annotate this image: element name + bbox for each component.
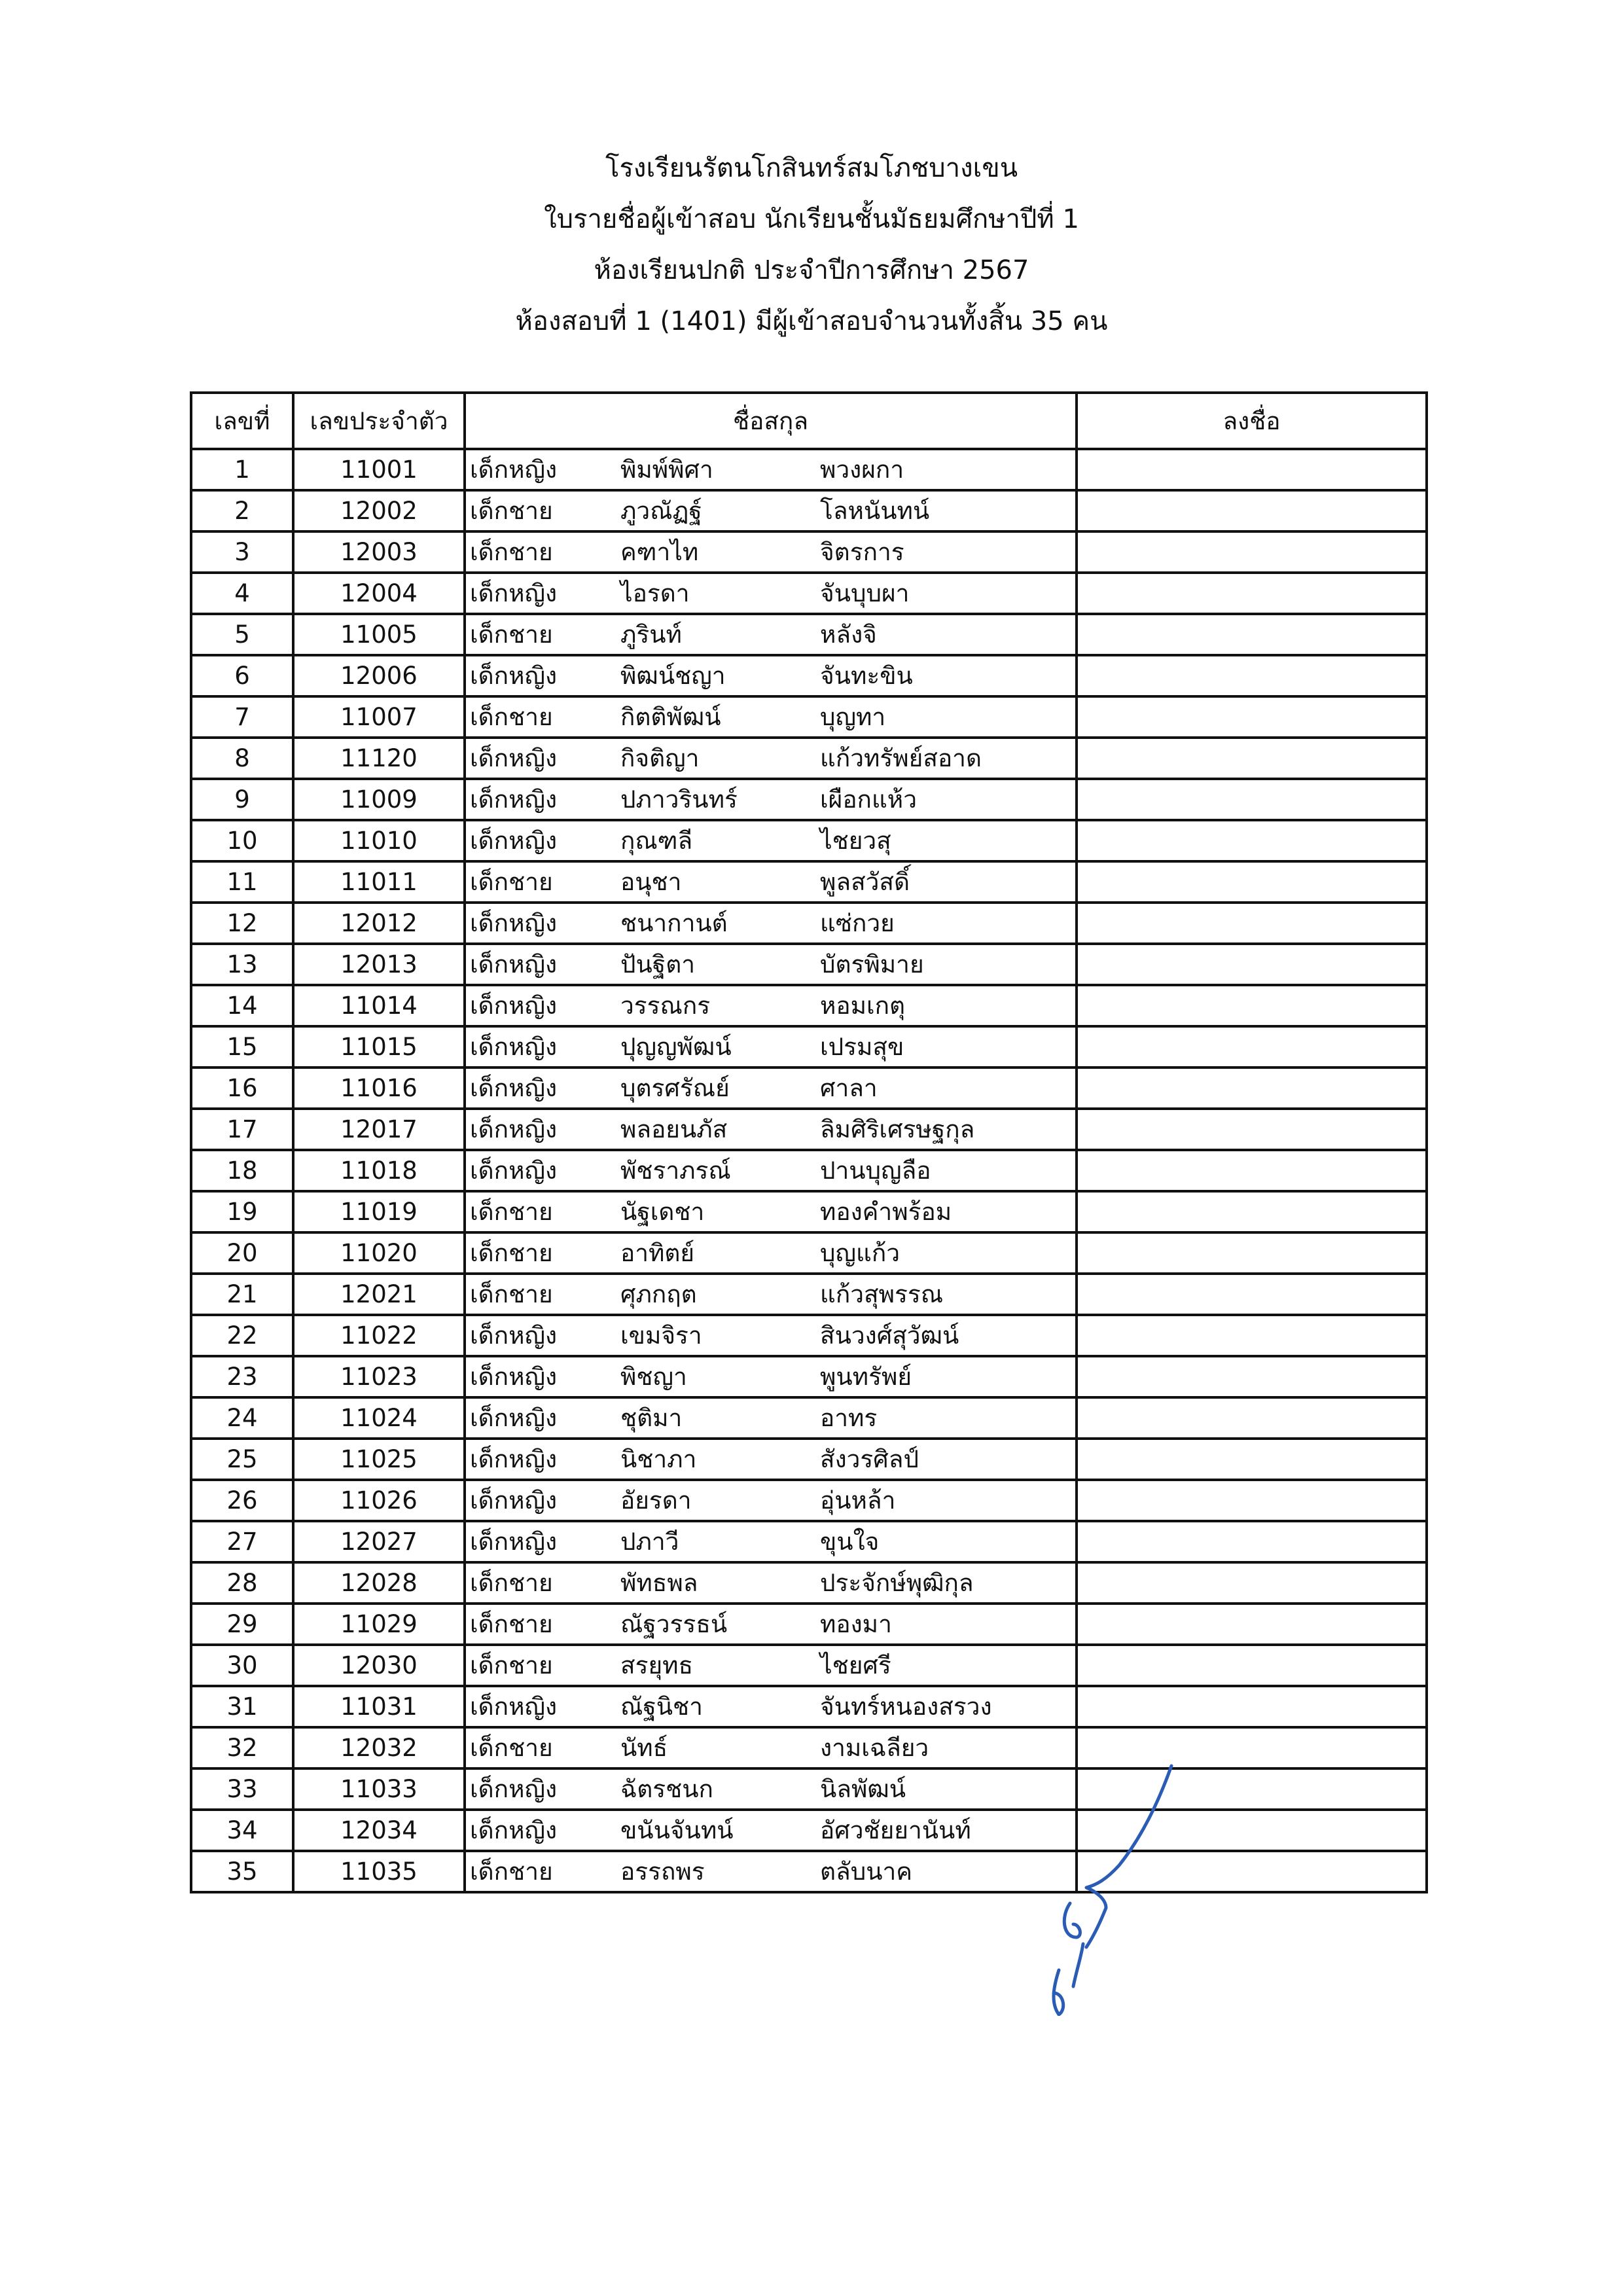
signature-cell[interactable] xyxy=(1077,490,1427,531)
first-name: ปุญญพัฒน์ xyxy=(620,1033,732,1061)
first-name: กิตติพัฒน์ xyxy=(620,703,721,731)
signature-cell[interactable] xyxy=(1077,1232,1427,1274)
student-id: 11022 xyxy=(293,1315,465,1356)
student-id: 12030 xyxy=(293,1645,465,1686)
first-name: นิชาภา xyxy=(620,1445,697,1473)
student-full-name xyxy=(465,1768,1077,1810)
row-number: 35 xyxy=(191,1851,293,1892)
table-row xyxy=(191,1150,1427,1191)
first-name: นัฐเดชา xyxy=(620,1198,705,1226)
last-name: ลิมศิริเศรษฐกุล xyxy=(820,1115,975,1143)
name-prefix: เด็กหญิง xyxy=(470,1445,558,1473)
row-number: 30 xyxy=(191,1645,293,1686)
first-name: พิชญา xyxy=(620,1363,687,1391)
student-full-name xyxy=(465,1274,1077,1315)
row-number: 5 xyxy=(191,614,293,655)
name-prefix: เด็กหญิง xyxy=(470,992,558,1020)
first-name: กุณฑลี xyxy=(620,827,693,855)
row-number: 28 xyxy=(191,1562,293,1604)
column-header-signature: ลงชื่อ xyxy=(1077,393,1427,449)
signature-cell[interactable] xyxy=(1077,1480,1427,1521)
first-name: เขมจิรา xyxy=(620,1321,702,1350)
student-full-name xyxy=(465,449,1077,490)
name-prefix: เด็กชาย xyxy=(470,538,553,566)
table-row xyxy=(191,1274,1427,1315)
last-name: แก้วทรัพย์สอาด xyxy=(820,744,982,772)
first-name: อัยรดา xyxy=(620,1486,692,1515)
last-name: ไชยวสุ xyxy=(820,827,891,855)
row-number: 16 xyxy=(191,1067,293,1109)
student-full-name xyxy=(465,1851,1077,1892)
signature-cell[interactable] xyxy=(1077,985,1427,1026)
name-prefix: เด็กหญิง xyxy=(470,827,558,855)
name-prefix: เด็กหญิง xyxy=(470,662,558,690)
first-name: ปันฐิตา xyxy=(620,950,695,978)
last-name: อุ่นหล้า xyxy=(820,1486,896,1515)
student-id: 11029 xyxy=(293,1604,465,1645)
signature-cell[interactable] xyxy=(1077,738,1427,779)
name-prefix: เด็กหญิง xyxy=(470,744,558,772)
row-number: 34 xyxy=(191,1810,293,1851)
signature-cell[interactable] xyxy=(1077,696,1427,738)
first-name: พัชราภรณ์ xyxy=(620,1157,731,1185)
signature-cell[interactable] xyxy=(1077,1604,1427,1645)
name-prefix: เด็กชาย xyxy=(470,497,553,525)
student-full-name xyxy=(465,1109,1077,1150)
first-name: ฉัตรชนก xyxy=(620,1775,713,1803)
first-name: ปภาวี xyxy=(620,1528,679,1556)
table-row xyxy=(191,1191,1427,1232)
last-name: จิตรการ xyxy=(820,538,904,566)
signature-cell[interactable] xyxy=(1077,1109,1427,1150)
student-id: 11014 xyxy=(293,985,465,1026)
last-name: ศาลา xyxy=(820,1074,878,1102)
table-row xyxy=(191,614,1427,655)
column-header-name: ชื่อสกุล xyxy=(465,393,1077,449)
signature-cell[interactable] xyxy=(1077,1356,1427,1397)
document-header xyxy=(0,143,1623,347)
student-full-name xyxy=(465,820,1077,861)
last-name: แก้วสุพรรณ xyxy=(820,1280,944,1308)
row-number: 21 xyxy=(191,1274,293,1315)
last-name: ตลับนาค xyxy=(820,1857,913,1886)
name-prefix: เด็กหญิง xyxy=(470,1528,558,1556)
student-id: 11005 xyxy=(293,614,465,655)
signature-cell[interactable] xyxy=(1077,944,1427,985)
row-number: 23 xyxy=(191,1356,293,1397)
student-id: 12006 xyxy=(293,655,465,696)
student-full-name xyxy=(465,531,1077,573)
student-full-name xyxy=(465,573,1077,614)
table-row xyxy=(191,1232,1427,1274)
signature-cell[interactable] xyxy=(1077,861,1427,903)
table-row xyxy=(191,1397,1427,1439)
name-prefix: เด็กชาย xyxy=(470,620,553,649)
last-name: บัตรพิมาย xyxy=(820,950,924,978)
last-name: ทองมา xyxy=(820,1610,892,1638)
first-name: กิจติญา xyxy=(620,744,700,772)
signature-cell[interactable] xyxy=(1077,1026,1427,1067)
row-number: 3 xyxy=(191,531,293,573)
last-name: โลหนันทน์ xyxy=(820,497,930,525)
first-name: พิมพ์พิศา xyxy=(620,456,713,484)
last-name: นิลพัฒน์ xyxy=(820,1775,906,1803)
name-prefix: เด็กชาย xyxy=(470,1857,553,1886)
signature-cell[interactable] xyxy=(1077,1645,1427,1686)
row-number: 4 xyxy=(191,573,293,614)
student-full-name xyxy=(465,1810,1077,1851)
table-row xyxy=(191,738,1427,779)
student-id: 12028 xyxy=(293,1562,465,1604)
student-id: 12027 xyxy=(293,1521,465,1562)
last-name: งามเฉลียว xyxy=(820,1734,929,1762)
row-number: 17 xyxy=(191,1109,293,1150)
first-name: ณัฐวรรธน์ xyxy=(620,1610,728,1638)
table-row xyxy=(191,1109,1427,1150)
name-prefix: เด็กหญิง xyxy=(470,456,558,484)
row-number: 14 xyxy=(191,985,293,1026)
student-id: 12021 xyxy=(293,1274,465,1315)
table-row xyxy=(191,903,1427,944)
student-full-name xyxy=(465,1645,1077,1686)
row-number: 22 xyxy=(191,1315,293,1356)
table-row xyxy=(191,1356,1427,1397)
row-number: 19 xyxy=(191,1191,293,1232)
signature-cell[interactable] xyxy=(1077,531,1427,573)
name-prefix: เด็กชาย xyxy=(470,1610,553,1638)
student-full-name xyxy=(465,1315,1077,1356)
table-row xyxy=(191,1645,1427,1686)
student-full-name xyxy=(465,985,1077,1026)
school-name: โรงเรียนรัตนโกสินทร์สมโภชบางเขน xyxy=(605,153,1018,183)
examinee-roster-table xyxy=(190,391,1428,1893)
row-number: 33 xyxy=(191,1768,293,1810)
name-prefix: เด็กชาย xyxy=(470,1734,553,1762)
last-name: บุญแก้ว xyxy=(820,1239,901,1267)
last-name: สินวงศ์สุวัฒน์ xyxy=(820,1321,959,1350)
student-id: 11025 xyxy=(293,1439,465,1480)
table-row xyxy=(191,1067,1427,1109)
student-full-name xyxy=(465,1521,1077,1562)
signature-cell[interactable] xyxy=(1077,655,1427,696)
name-prefix: เด็กหญิง xyxy=(470,1157,558,1185)
name-prefix: เด็กหญิง xyxy=(470,785,558,814)
last-name: อัศวชัยยานันท์ xyxy=(820,1816,971,1844)
row-number: 25 xyxy=(191,1439,293,1480)
last-name: หอมเกตุ xyxy=(820,992,906,1020)
first-name: สรยุทธ xyxy=(620,1651,694,1679)
last-name: ปานบุญลือ xyxy=(820,1157,931,1185)
student-id: 11010 xyxy=(293,820,465,861)
first-name: ศุภกฤต xyxy=(620,1280,697,1308)
student-full-name xyxy=(465,944,1077,985)
student-id: 11019 xyxy=(293,1191,465,1232)
row-number: 20 xyxy=(191,1232,293,1274)
name-prefix: เด็กชาย xyxy=(470,1280,553,1308)
last-name: จันทะขิน xyxy=(820,662,913,690)
student-id: 12013 xyxy=(293,944,465,985)
last-name: เผือกแห้ว xyxy=(820,785,917,814)
signature-cell[interactable] xyxy=(1077,1274,1427,1315)
name-prefix: เด็กหญิง xyxy=(470,1074,558,1102)
first-name: อาทิตย์ xyxy=(620,1239,695,1267)
name-prefix: เด็กชาย xyxy=(470,868,553,896)
name-prefix: เด็กหญิง xyxy=(470,1693,558,1721)
first-name: ไอรดา xyxy=(620,579,690,607)
student-id: 11031 xyxy=(293,1686,465,1727)
student-id: 12034 xyxy=(293,1810,465,1851)
first-name: ภูวณัฏฐ์ xyxy=(620,497,702,525)
student-full-name xyxy=(465,779,1077,820)
row-number: 26 xyxy=(191,1480,293,1521)
first-name: พลอยนภัส xyxy=(620,1115,728,1143)
name-prefix: เด็กหญิง xyxy=(470,1033,558,1061)
first-name: ขนันจันทน์ xyxy=(620,1816,734,1844)
signature-cell[interactable] xyxy=(1077,1397,1427,1439)
document-title: ใบรายชื่อผู้เข้าสอบ นักเรียนชั้นมัธยมศึกษาปีที่ 1 xyxy=(544,204,1079,234)
table-row xyxy=(191,779,1427,820)
student-id: 11024 xyxy=(293,1397,465,1439)
name-prefix: เด็กหญิง xyxy=(470,1404,558,1432)
row-number: 27 xyxy=(191,1521,293,1562)
student-full-name xyxy=(465,1439,1077,1480)
handwritten-signature xyxy=(1047,1728,1296,2016)
signature-stroke xyxy=(1054,1766,1171,2015)
table-body xyxy=(191,449,1427,1892)
student-id: 12003 xyxy=(293,531,465,573)
signature-cell[interactable] xyxy=(1077,1562,1427,1604)
last-name: เปรมสุข xyxy=(820,1033,904,1061)
table-row xyxy=(191,1026,1427,1067)
table-header-row xyxy=(191,393,1427,449)
student-full-name xyxy=(465,1562,1077,1604)
last-name: พวงผกา xyxy=(820,456,904,484)
student-id: 12004 xyxy=(293,573,465,614)
first-name: ชุติมา xyxy=(620,1404,683,1432)
last-name: บุญทา xyxy=(820,703,886,731)
student-id: 11023 xyxy=(293,1356,465,1397)
table-row xyxy=(191,1521,1427,1562)
name-prefix: เด็กหญิง xyxy=(470,1816,558,1844)
student-id: 11007 xyxy=(293,696,465,738)
name-prefix: เด็กชาย xyxy=(470,703,553,731)
signature-cell[interactable] xyxy=(1077,1521,1427,1562)
signature-cell[interactable] xyxy=(1077,1067,1427,1109)
table-row xyxy=(191,985,1427,1026)
student-full-name xyxy=(465,1150,1077,1191)
signature-cell[interactable] xyxy=(1077,820,1427,861)
name-prefix: เด็กหญิง xyxy=(470,1486,558,1515)
first-name: คฑาไท xyxy=(620,538,699,566)
name-prefix: เด็กหญิง xyxy=(470,1115,558,1143)
student-id: 12017 xyxy=(293,1109,465,1150)
last-name: หลังจิ xyxy=(820,620,877,649)
name-prefix: เด็กชาย xyxy=(470,1651,553,1679)
row-number: 9 xyxy=(191,779,293,820)
table-row xyxy=(191,655,1427,696)
student-full-name xyxy=(465,1727,1077,1768)
student-full-name xyxy=(465,738,1077,779)
student-id: 12002 xyxy=(293,490,465,531)
name-prefix: เด็กชาย xyxy=(470,1569,553,1597)
table-row xyxy=(191,861,1427,903)
student-full-name xyxy=(465,1686,1077,1727)
student-id: 12012 xyxy=(293,903,465,944)
table-row xyxy=(191,1480,1427,1521)
row-number: 11 xyxy=(191,861,293,903)
student-full-name xyxy=(465,861,1077,903)
signature-cell[interactable] xyxy=(1077,1150,1427,1191)
student-id: 11018 xyxy=(293,1150,465,1191)
student-full-name xyxy=(465,1356,1077,1397)
row-number: 32 xyxy=(191,1727,293,1768)
student-full-name xyxy=(465,655,1077,696)
row-number: 31 xyxy=(191,1686,293,1727)
table-row xyxy=(191,696,1427,738)
student-full-name xyxy=(465,696,1077,738)
table-row xyxy=(191,573,1427,614)
last-name: สังวรศิลป์ xyxy=(820,1445,919,1473)
table-row xyxy=(191,1315,1427,1356)
first-name: ณัฐนิชา xyxy=(620,1693,703,1721)
signature-cell[interactable] xyxy=(1077,779,1427,820)
name-prefix: เด็กชาย xyxy=(470,1239,553,1267)
first-name: พัทธพล xyxy=(620,1569,698,1597)
student-id: 11009 xyxy=(293,779,465,820)
row-number: 7 xyxy=(191,696,293,738)
last-name: พูลสวัสดิ์ xyxy=(820,868,910,896)
name-prefix: เด็กหญิง xyxy=(470,1321,558,1350)
table-row xyxy=(191,1439,1427,1480)
class-and-year: ห้องเรียนปกติ ประจำปีการศึกษา 2567 xyxy=(594,255,1029,285)
name-prefix: เด็กหญิง xyxy=(470,1363,558,1391)
last-name: ทองคำพร้อม xyxy=(820,1198,952,1226)
table-row xyxy=(191,1686,1427,1727)
signature-cell[interactable] xyxy=(1077,1191,1427,1232)
student-id: 11011 xyxy=(293,861,465,903)
name-prefix: เด็กหญิง xyxy=(470,909,558,937)
table-row xyxy=(191,490,1427,531)
row-number: 10 xyxy=(191,820,293,861)
first-name: อนุชา xyxy=(620,868,682,896)
student-full-name xyxy=(465,1191,1077,1232)
student-id: 11015 xyxy=(293,1026,465,1067)
student-full-name xyxy=(465,1480,1077,1521)
row-number: 6 xyxy=(191,655,293,696)
exam-room-info: ห้องสอบที่ 1 (1401) มีผู้เข้าสอบจำนวนทั้งสิ้น 35 คน xyxy=(515,306,1108,336)
student-full-name xyxy=(465,1067,1077,1109)
first-name: บุตรศรัณย์ xyxy=(620,1074,730,1102)
student-full-name xyxy=(465,614,1077,655)
name-prefix: เด็กหญิง xyxy=(470,579,558,607)
last-name: ประจักษ์พุฒิกุล xyxy=(820,1569,974,1597)
table-row xyxy=(191,820,1427,861)
row-number: 24 xyxy=(191,1397,293,1439)
row-number: 15 xyxy=(191,1026,293,1067)
student-id: 11035 xyxy=(293,1851,465,1892)
last-name: อาทร xyxy=(820,1404,878,1432)
row-number: 1 xyxy=(191,449,293,490)
table-row xyxy=(191,1562,1427,1604)
row-number: 18 xyxy=(191,1150,293,1191)
column-header-student-id: เลขประจำตัว xyxy=(293,393,465,449)
last-name: พูนทรัพย์ xyxy=(820,1363,912,1391)
first-name: พิฒน์ชญา xyxy=(620,662,726,690)
signature-cell[interactable] xyxy=(1077,614,1427,655)
first-name: ภูรินท์ xyxy=(620,620,682,649)
first-name: ชนากานต์ xyxy=(620,909,728,937)
last-name: แซ่กวย xyxy=(820,909,895,937)
student-id: 12032 xyxy=(293,1727,465,1768)
table-row xyxy=(191,531,1427,573)
first-name: วรรณกร xyxy=(620,992,711,1020)
first-name: นัทธ์ xyxy=(620,1734,668,1762)
column-header-number: เลขที่ xyxy=(191,393,293,449)
student-full-name xyxy=(465,1026,1077,1067)
last-name: ขุนใจ xyxy=(820,1528,880,1556)
last-name: ไชยศรี xyxy=(820,1651,891,1679)
student-full-name xyxy=(465,490,1077,531)
signature-cell[interactable] xyxy=(1077,1686,1427,1727)
student-id: 11026 xyxy=(293,1480,465,1521)
row-number: 13 xyxy=(191,944,293,985)
student-full-name xyxy=(465,903,1077,944)
row-number: 29 xyxy=(191,1604,293,1645)
name-prefix: เด็กหญิง xyxy=(470,950,558,978)
last-name: จันบุบผา xyxy=(820,579,910,607)
signature-cell[interactable] xyxy=(1077,903,1427,944)
name-prefix: เด็กชาย xyxy=(470,1198,553,1226)
table-row xyxy=(191,449,1427,490)
student-full-name xyxy=(465,1397,1077,1439)
signature-cell[interactable] xyxy=(1077,573,1427,614)
student-id: 11001 xyxy=(293,449,465,490)
student-id: 11020 xyxy=(293,1232,465,1274)
student-id: 11120 xyxy=(293,738,465,779)
student-full-name xyxy=(465,1232,1077,1274)
row-number: 12 xyxy=(191,903,293,944)
first-name: ปภาวรินทร์ xyxy=(620,785,738,814)
student-id: 11033 xyxy=(293,1768,465,1810)
signature-cell[interactable] xyxy=(1077,1439,1427,1480)
last-name: จันทร์หนองสรวง xyxy=(820,1693,992,1721)
signature-cell[interactable] xyxy=(1077,449,1427,490)
first-name: อรรถพร xyxy=(620,1857,705,1886)
row-number: 8 xyxy=(191,738,293,779)
table-row xyxy=(191,1604,1427,1645)
row-number: 2 xyxy=(191,490,293,531)
signature-cell[interactable] xyxy=(1077,1315,1427,1356)
student-id: 11016 xyxy=(293,1067,465,1109)
name-prefix: เด็กหญิง xyxy=(470,1775,558,1803)
table-row xyxy=(191,944,1427,985)
student-full-name xyxy=(465,1604,1077,1645)
